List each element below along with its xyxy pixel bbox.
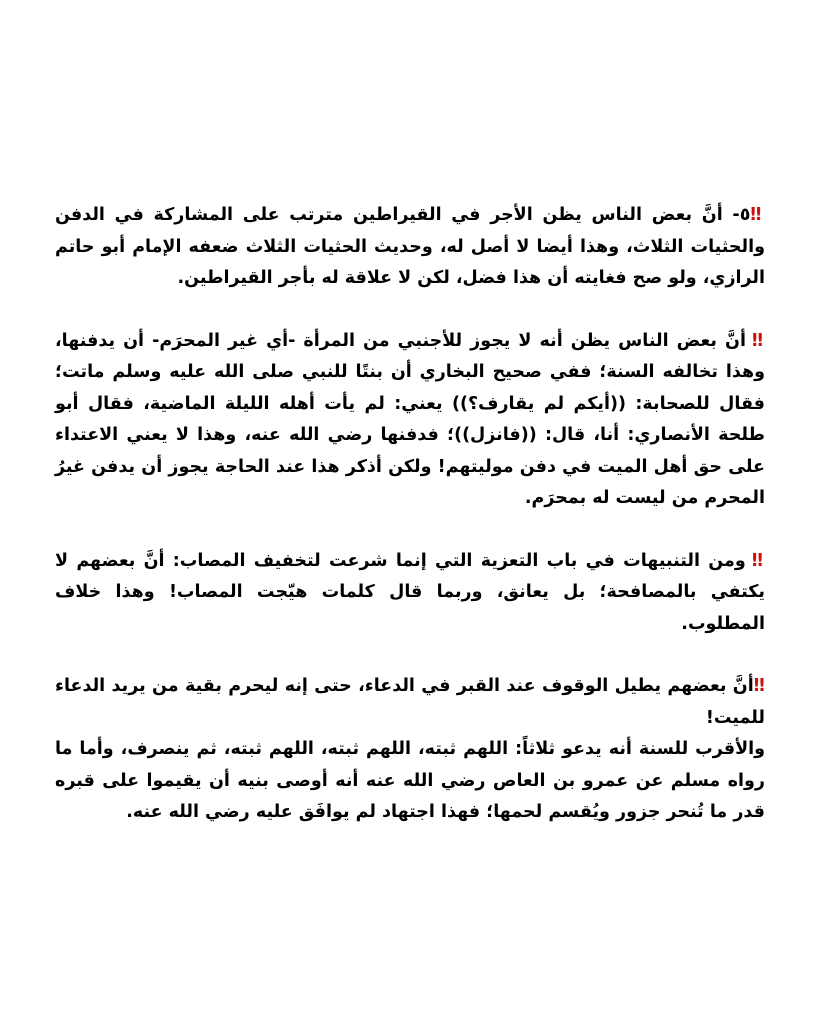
paragraph-qiratayn [55,200,765,295]
paragraph-burial-by-non-mahram [55,326,765,515]
warning-mark-icon: ‼ [751,550,765,571]
paragraph-standing-at-grave [55,671,765,829]
paragraph-text: أنَّ بعضهم يطيل الوقوف عند القبر في الدعاء، حتى إنه ليحرم بقية من يريد الدعاء للميت! [55,676,765,728]
warning-mark-icon: ‼ [752,330,765,351]
paragraph-text: ٥- أنَّ بعض الناس يظن الأجر في القيراطين مترتب على المشاركة في الدفن والحثيات الثلاث، وهذا أيضا لا أصل له، وحديث الحثيات الثلاث ضعفه الإمام أبو حاتم الرازي، ولو صح فغايته أن هذا فضل، لكن لا علاقة له بأجر القيراطين. [55,205,765,288]
paragraph-condolence [55,546,765,641]
document-body [55,200,765,860]
paragraph-text: ومن التنبيهات في باب التعزية التي إنما شرعت لتخفيف المصاب: أنَّ بعضهم لا يكتفي بالمصافحة؛ بل يعانق، وربما قال كلمات هيّجت المصاب! وهذا خلاف المطلوب. [55,550,765,634]
warning-mark-icon: ‼ [750,205,765,225]
warning-mark-icon: ‼ [753,676,765,696]
paragraph-continuation: والأقرب للسنة أنه يدعو ثلاثاً: اللهم ثبته، اللهم ثبته، اللهم ثبته، ثم ينصرف، وأما ما رواه مسلم عن عمرو بن العاص رضي الله عنه أنه أوصى بنيه أن يقيموا على قبره قدر ما تُنحر جزور ويُقسم لحمها؛ فهذا اجتهاد لم يوافَق عليه رضي الله عنه. [55,739,765,822]
paragraph-text: أنَّ بعض الناس يظن أنه لا يجوز للأجنبي من المرأة -أي غير المحرَم- أن يدفنها، وهذا تخالفه السنة؛ ففي صحيح البخاري أن بنتًا للنبي صلى الله عليه وسلم ماتت؛ فقال للصحابة: ((أيكم لم يقارف؟)) يعني: لم يأت أهله الليلة الماضية، فقال أبو طلحة الأنصاري: أنا، قال: ((فانزل))؛ فدفنها رضي الله عنه، وهذا لا يعني الاعتداء على حق أهل الميت في دفن موليتهم! ولكن أذكر هذا عند الحاجة يجوز أن يدفن غيرُ المحرم من ليست له بمحرَم. [55,330,765,508]
